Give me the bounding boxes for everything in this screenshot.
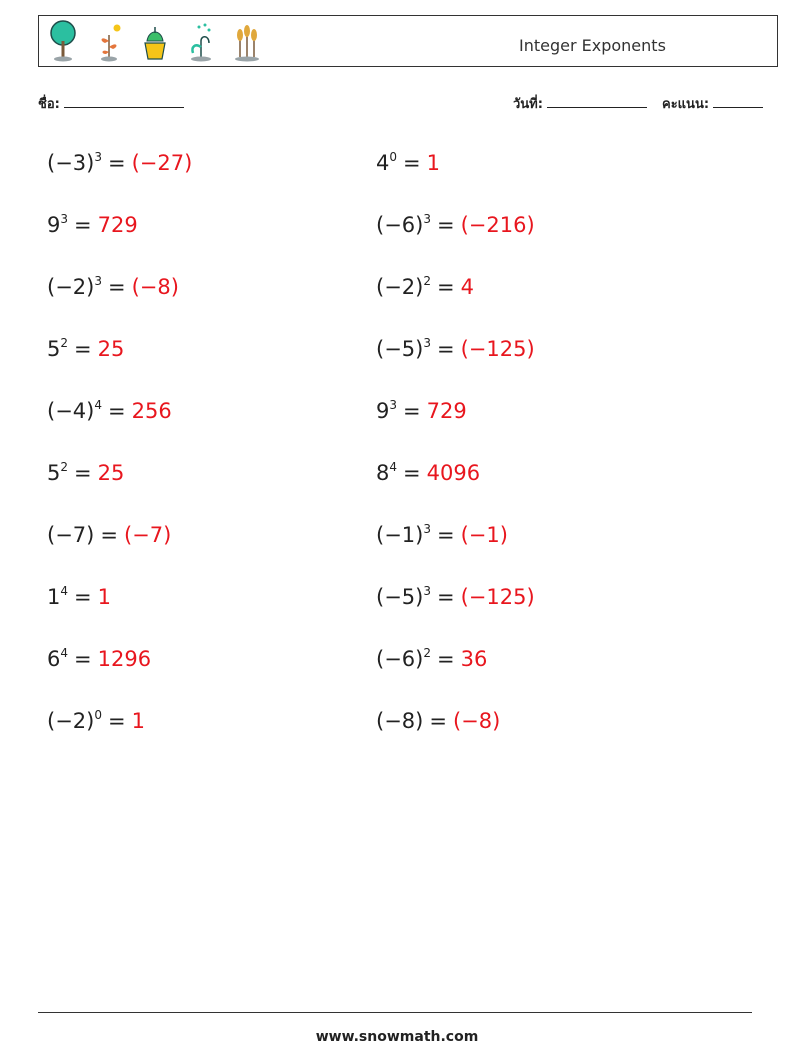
- equals-sign: =: [74, 337, 92, 361]
- problem-answer: 36: [460, 647, 488, 671]
- problem-answer: 4: [460, 275, 474, 299]
- score-field: [662, 93, 763, 114]
- problem-exponent: 3: [423, 584, 431, 598]
- problem-item: [376, 454, 480, 492]
- worksheet-title: Integer Exponents: [519, 36, 666, 55]
- problem-exponent: 3: [94, 274, 102, 288]
- problem-base: (−5): [376, 585, 424, 609]
- name-field: [38, 93, 184, 114]
- problem-answer: 25: [97, 461, 125, 485]
- problem-answer: (−125): [460, 585, 535, 609]
- wheat-icon: [231, 19, 263, 63]
- problem-item: [376, 330, 535, 368]
- problem-answer: 1: [131, 709, 145, 733]
- date-label: วันที่:: [513, 97, 543, 112]
- name-line[interactable]: [64, 93, 184, 108]
- equals-sign: =: [107, 151, 126, 175]
- problem-exponent: 4: [94, 398, 102, 412]
- problem-item: [376, 578, 535, 616]
- equals-sign: =: [107, 399, 126, 423]
- tree-icon: [47, 19, 79, 63]
- date-field: [513, 93, 647, 114]
- problem-base: (−4): [47, 399, 95, 423]
- problem-exponent: 4: [60, 646, 69, 660]
- problem-exponent: 0: [389, 150, 398, 164]
- score-line[interactable]: [713, 93, 763, 108]
- equals-sign: =: [403, 399, 421, 423]
- problem-item: [47, 330, 124, 368]
- problem-item: [47, 454, 124, 492]
- equals-sign: =: [436, 275, 455, 299]
- problem-item: [47, 268, 179, 306]
- problem-base: 8: [376, 461, 390, 485]
- header-icons: [47, 19, 263, 63]
- problem-exponent: 3: [94, 150, 102, 164]
- problem-item: [376, 392, 467, 430]
- problem-base: (−6): [376, 213, 424, 237]
- problem-base: 9: [47, 213, 61, 237]
- problem-base: (−2): [47, 709, 95, 733]
- problem-row: [47, 578, 747, 640]
- equals-sign: =: [74, 213, 92, 237]
- problem-answer: (−7): [123, 523, 172, 547]
- equals-sign: =: [107, 709, 126, 733]
- problem-answer: (−27): [131, 151, 193, 175]
- problem-exponent: 2: [423, 646, 431, 660]
- problem-item: [376, 702, 500, 740]
- problem-item: [47, 640, 151, 678]
- problem-row: [47, 206, 747, 268]
- problem-item: [47, 516, 171, 554]
- problem-exponent: 3: [423, 212, 431, 226]
- problem-answer: 25: [97, 337, 125, 361]
- footer-divider: [38, 1012, 752, 1013]
- problem-row: [47, 330, 747, 392]
- equals-sign: =: [74, 647, 92, 671]
- problem-exponent: 4: [60, 584, 69, 598]
- problem-answer: (−8): [131, 275, 179, 299]
- problem-exponent: 2: [60, 336, 69, 350]
- problem-exponent: 3: [60, 212, 69, 226]
- problem-row: [47, 268, 747, 330]
- problem-exponent: 2: [423, 274, 431, 288]
- problem-answer: 1: [426, 151, 440, 175]
- problem-base: (−6): [376, 647, 424, 671]
- problem-answer: (−1): [460, 523, 508, 547]
- problem-base: 4: [376, 151, 390, 175]
- problem-item: [47, 578, 111, 616]
- problem-item: [376, 640, 487, 678]
- problem-answer: 729: [426, 399, 467, 423]
- problem-exponent: 3: [389, 398, 398, 412]
- problem-item: [47, 702, 145, 740]
- equals-sign: =: [436, 585, 455, 609]
- problem-base: (−5): [376, 337, 424, 361]
- watering-plant-icon: [185, 19, 217, 63]
- problem-answer: 1: [97, 585, 111, 609]
- flower-plant-icon: [93, 19, 125, 63]
- problem-item: [376, 516, 508, 554]
- problem-grid: [47, 144, 747, 764]
- problem-item: [376, 206, 535, 244]
- footer-url: www.snowmath.com: [315, 1029, 479, 1045]
- problem-row: [47, 454, 747, 516]
- problem-answer: 4096: [426, 461, 481, 485]
- problem-item: [376, 268, 474, 306]
- potted-plant-icon: [139, 19, 171, 63]
- problem-exponent: 4: [389, 460, 398, 474]
- equals-sign: =: [403, 151, 421, 175]
- equals-sign: =: [436, 337, 455, 361]
- equals-sign: =: [107, 275, 126, 299]
- problem-exponent: 2: [60, 460, 69, 474]
- problem-row: [47, 516, 747, 578]
- equals-sign: =: [436, 523, 455, 547]
- worksheet-header: [38, 15, 778, 67]
- problem-base: 5: [47, 461, 61, 485]
- problem-base: (−3): [47, 151, 95, 175]
- problem-row: [47, 702, 747, 764]
- problem-row: [47, 640, 747, 702]
- problem-exponent: 0: [94, 708, 102, 722]
- problem-answer: 1296: [97, 647, 152, 671]
- problem-base: 6: [47, 647, 61, 671]
- problem-base: (−2): [376, 275, 424, 299]
- problem-base: (−1): [376, 523, 424, 547]
- name-label: ชื่อ:: [38, 97, 60, 112]
- problem-row: [47, 144, 747, 206]
- equals-sign: =: [403, 461, 421, 485]
- equals-sign: =: [429, 709, 447, 733]
- problem-answer: (−216): [460, 213, 535, 237]
- problem-item: [47, 392, 172, 430]
- problem-item: [47, 206, 138, 244]
- problem-item: [47, 144, 192, 182]
- problem-row: [47, 392, 747, 454]
- problem-answer: (−125): [460, 337, 535, 361]
- equals-sign: =: [74, 461, 92, 485]
- equals-sign: =: [436, 647, 455, 671]
- problem-exponent: 3: [423, 336, 431, 350]
- problem-base: 1: [47, 585, 61, 609]
- problem-answer: (−8): [452, 709, 501, 733]
- problem-base: (−7): [47, 523, 95, 547]
- problem-answer: 729: [97, 213, 138, 237]
- problem-base: (−8): [376, 709, 424, 733]
- date-line[interactable]: [547, 93, 647, 108]
- problem-exponent: 3: [423, 522, 431, 536]
- equals-sign: =: [74, 585, 92, 609]
- equals-sign: =: [100, 523, 118, 547]
- problem-base: 9: [376, 399, 390, 423]
- problem-answer: 256: [131, 399, 172, 423]
- score-label: คะแนน:: [662, 97, 710, 112]
- problem-item: [376, 144, 440, 182]
- problem-base: (−2): [47, 275, 95, 299]
- equals-sign: =: [436, 213, 455, 237]
- problem-base: 5: [47, 337, 61, 361]
